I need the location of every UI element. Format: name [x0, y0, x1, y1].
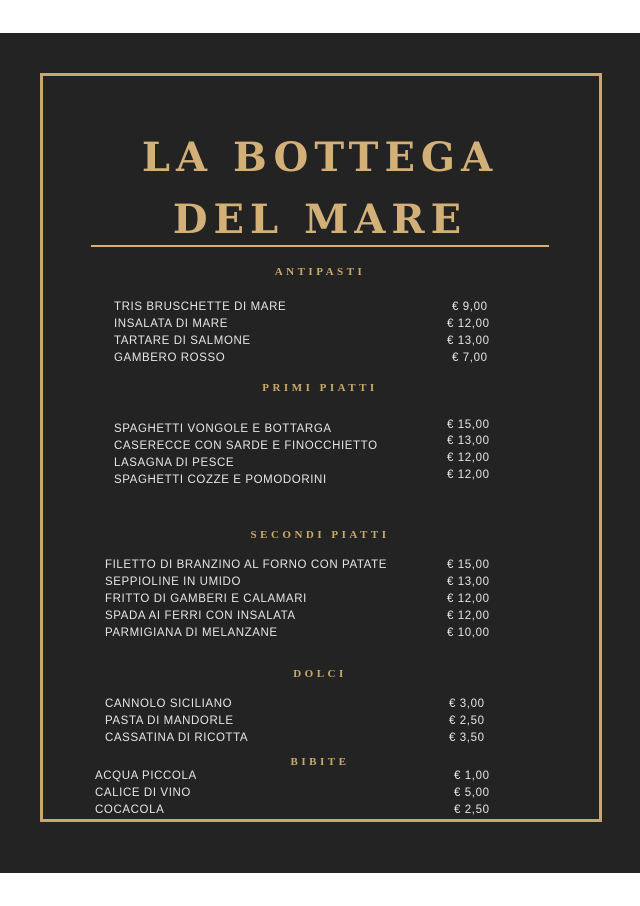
menu-item-name: CASERECCE CON SARDE E FINOCCHIETTO [114, 440, 378, 452]
menu-item-price: € 2,50 [454, 804, 490, 816]
menu-item-name: SPAGHETTI VONGOLE E BOTTARGA [114, 423, 332, 435]
menu-item-name: CASSATINA DI RICOTTA [105, 732, 249, 744]
menu-item-price: € 10,00 [447, 627, 490, 639]
section-heading-bibite: BIBITE [290, 756, 350, 768]
menu-item-price: € 9,00 [452, 301, 488, 313]
menu-item-name: SPADA AI FERRI CON INSALATA [105, 610, 296, 622]
menu-item-name: PASTA DI MANDORLE [105, 715, 234, 727]
menu-item-price: € 15,00 [447, 419, 490, 431]
menu-item-price: € 13,00 [447, 435, 490, 447]
section-heading-dolci: DOLCI [293, 668, 347, 680]
menu-item-name: CALICE DI VINO [95, 787, 191, 799]
menu-item-price: € 12,00 [447, 610, 490, 622]
section-heading-secondi: SECONDI PIATTI [250, 529, 390, 541]
section-heading-primi: PRIMI PIATTI [262, 382, 378, 394]
title-divider [91, 245, 549, 247]
menu-item-price: € 12,00 [447, 452, 490, 464]
menu-item-price: € 3,00 [449, 698, 485, 710]
menu-item-price: € 12,00 [447, 318, 490, 330]
menu-item-name: TRIS BRUSCHETTE DI MARE [114, 301, 287, 313]
menu-item-price: € 13,00 [447, 576, 490, 588]
menu-item-name: TARTARE DI SALMONE [114, 335, 251, 347]
menu-item-price: € 15,00 [447, 559, 490, 571]
menu-item-name: FRITTO DI GAMBERI E CALAMARI [105, 593, 307, 605]
menu-item-name: INSALATA DI MARE [114, 318, 228, 330]
menu-item-name: ACQUA PICCOLA [95, 770, 197, 782]
menu-item-name: SEPPIOLINE IN UMIDO [105, 576, 242, 588]
menu-title-line2: DEL MARE [172, 196, 468, 243]
menu-item-price: € 3,50 [449, 732, 485, 744]
menu-item-name: FILETTO DI BRANZINO AL FORNO CON PATATE [105, 559, 387, 571]
menu-item-price: € 5,00 [454, 787, 490, 799]
menu-item-price: € 12,00 [447, 593, 490, 605]
menu-item-price: € 12,00 [447, 469, 490, 481]
menu-item-price: € 1,00 [454, 770, 490, 782]
menu-item-price: € 7,00 [452, 352, 488, 364]
menu-item-name: PARMIGIANA DI MELANZANE [105, 627, 278, 639]
menu-item-price: € 13,00 [447, 335, 490, 347]
menu-item-name: GAMBERO ROSSO [114, 352, 226, 364]
menu-item-name: LASAGNA DI PESCE [114, 457, 235, 469]
section-heading-antipasti: ANTIPASTI [274, 266, 366, 278]
menu-item-price: € 2,50 [449, 715, 485, 727]
menu-title-line1: LA BOTTEGA [141, 134, 499, 181]
menu-item-name: COCACOLA [95, 804, 165, 816]
menu-item-name: CANNOLO SICILIANO [105, 698, 233, 710]
menu-item-name: SPAGHETTI COZZE E POMODORINI [114, 474, 327, 486]
